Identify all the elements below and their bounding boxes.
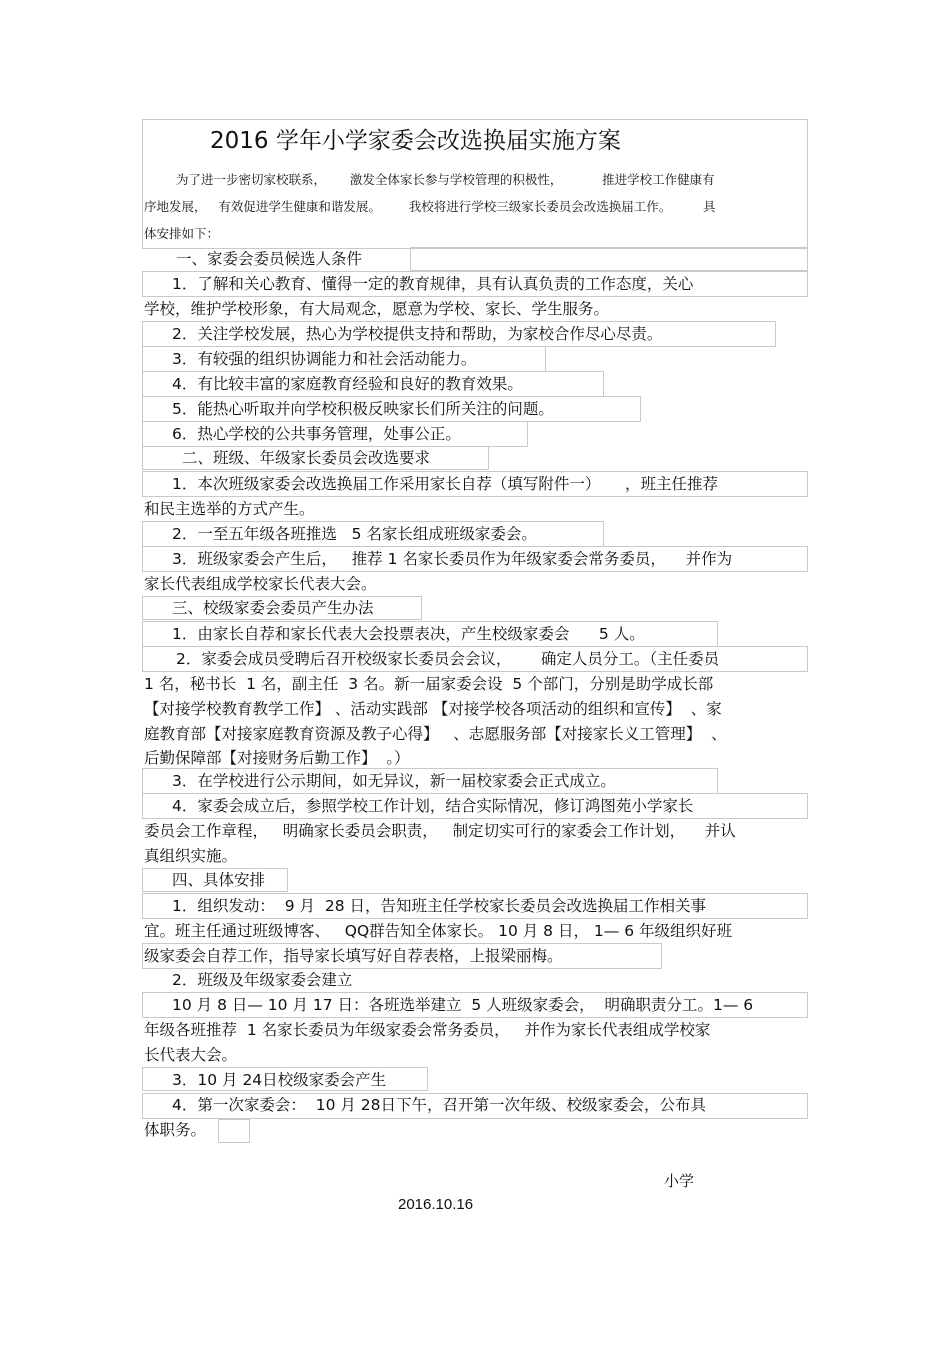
signature-school: 小学 bbox=[664, 1172, 695, 1190]
section-heading-4: 四、具体安排 bbox=[172, 871, 266, 889]
line-frame bbox=[410, 247, 808, 271]
body-line: 2．班级及年级家委会建立 bbox=[172, 971, 353, 989]
body-line: 家长代表组成学校家长代表大会。 bbox=[144, 575, 377, 593]
body-line: 真组织实施。 bbox=[144, 847, 238, 865]
body-line: 委员会工作章程， 明确家长委员会职责， 制定切实可行的家委会工作计划， 并认 bbox=[144, 822, 736, 840]
intro-line: 序地发展， 有效促进学生健康和谐发展。 我校将进行学校三级家长委员会改选换届工作。 具 bbox=[144, 199, 716, 214]
body-line: 宜。班主任通过班级博客、 QQ群告知全体家长。 10 月 8 日， 1— 6 年级组织好班 bbox=[144, 922, 732, 940]
body-line: 1．本次班级家委会改选换届工作采用家长自荐（填写附件一） ，班主任推荐 bbox=[172, 475, 718, 493]
body-line: 2．一至五年级各班推选 5 名家长组成班级家委会。 bbox=[172, 525, 537, 543]
body-line: 3．班级家委会产生后， 推荐 1 名家长委员作为年级家委会常务委员， 并作为 bbox=[172, 550, 733, 568]
intro-line: 体安排如下： bbox=[144, 226, 220, 241]
body-line: 4．有比较丰富的家庭教育经验和良好的教育效果。 bbox=[172, 375, 523, 393]
signature-date: 2016.10.16 bbox=[398, 1196, 474, 1213]
body-line: 2．关注学校发展，热心为学校提供支持和帮助，为家校合作尽心尽责。 bbox=[172, 325, 663, 343]
body-line: 3．在学校进行公示期间，如无异议，新一届校家委会正式成立。 bbox=[172, 772, 616, 790]
intro-line: 为了进一步密切家校联系， 激发全体家长参与学校管理的积极性， 推进学校工作健康有 bbox=[176, 172, 715, 187]
body-line: 体职务。 bbox=[144, 1121, 207, 1139]
document-title: 2016 学年小学家委会改选换届实施方案 bbox=[210, 128, 621, 154]
body-line: 3．10 月 24日校级家委会产生 bbox=[172, 1071, 387, 1089]
body-line: 1 名，秘书长 1 名，副主任 3 名。新一届家委会设 5 个部门，分别是助学成长部 bbox=[144, 675, 714, 693]
body-line: 4．第一次家委会： 10 月 28日下午，召开第一次年级、校级家委会，公布具 bbox=[172, 1096, 707, 1114]
body-line: 1．由家长自荐和家长代表大会投票表决，产生校级家委会 5 人。 bbox=[172, 625, 645, 643]
body-line: 6．热心学校的公共事务管理，处事公正。 bbox=[172, 425, 461, 443]
body-line: 后勤保障部【对接财务后勤工作】 。） bbox=[144, 749, 410, 767]
section-heading-1: 一、家委会委员候选人条件 bbox=[176, 250, 363, 268]
body-line: 和民主选举的方式产生。 bbox=[144, 500, 315, 518]
body-line: 1．了解和关心教育、懂得一定的教育规律，具有认真负责的工作态度，关心 bbox=[172, 275, 694, 293]
body-line: 10 月 8 日— 10 月 17 日：各班选举建立 5 人班级家委会， 明确职责分工。1— 6 bbox=[172, 996, 754, 1014]
line-frame bbox=[218, 1119, 250, 1143]
body-line: 2．家委会成员受聘后召开校级家长委员会会议， 确定人员分工。（主任委员 bbox=[176, 650, 720, 668]
body-line: 5．能热心听取并向学校积极反映家长们所关注的问题。 bbox=[172, 400, 554, 418]
body-line: 【对接学校教育教学工作】 、活动实践部 【对接学校各项活动的组织和宣传】 、家 bbox=[144, 700, 722, 718]
section-heading-3: 三、校级家委会委员产生办法 bbox=[172, 599, 374, 617]
section-heading-2: 二、班级、年级家长委员会改选要求 bbox=[182, 449, 431, 467]
body-line: 级家委会自荐工作，指导家长填写好自荐表格，上报梁丽梅。 bbox=[144, 947, 563, 965]
body-line: 学校，维护学校形象，有大局观念，愿意为学校、家长、学生服务。 bbox=[144, 300, 610, 318]
body-line: 3．有较强的组织协调能力和社会活动能力。 bbox=[172, 350, 477, 368]
body-line: 庭教育部【对接家庭教育资源及教子心得】 、志愿服务部【对接家长义工管理】 、 bbox=[144, 725, 727, 743]
body-line: 长代表大会。 bbox=[144, 1046, 238, 1064]
body-line: 年级各班推荐 1 名家长委员为年级家委会常务委员， 并作为家长代表组成学校家 bbox=[144, 1021, 711, 1039]
body-line: 1．组织发动： 9 月 28 日，告知班主任学校家长委员会改选换届工作相关事 bbox=[172, 897, 707, 915]
body-line: 4．家委会成立后，参照学校工作计划，结合实际情况，修订鸿图苑小学家长 bbox=[172, 797, 694, 815]
